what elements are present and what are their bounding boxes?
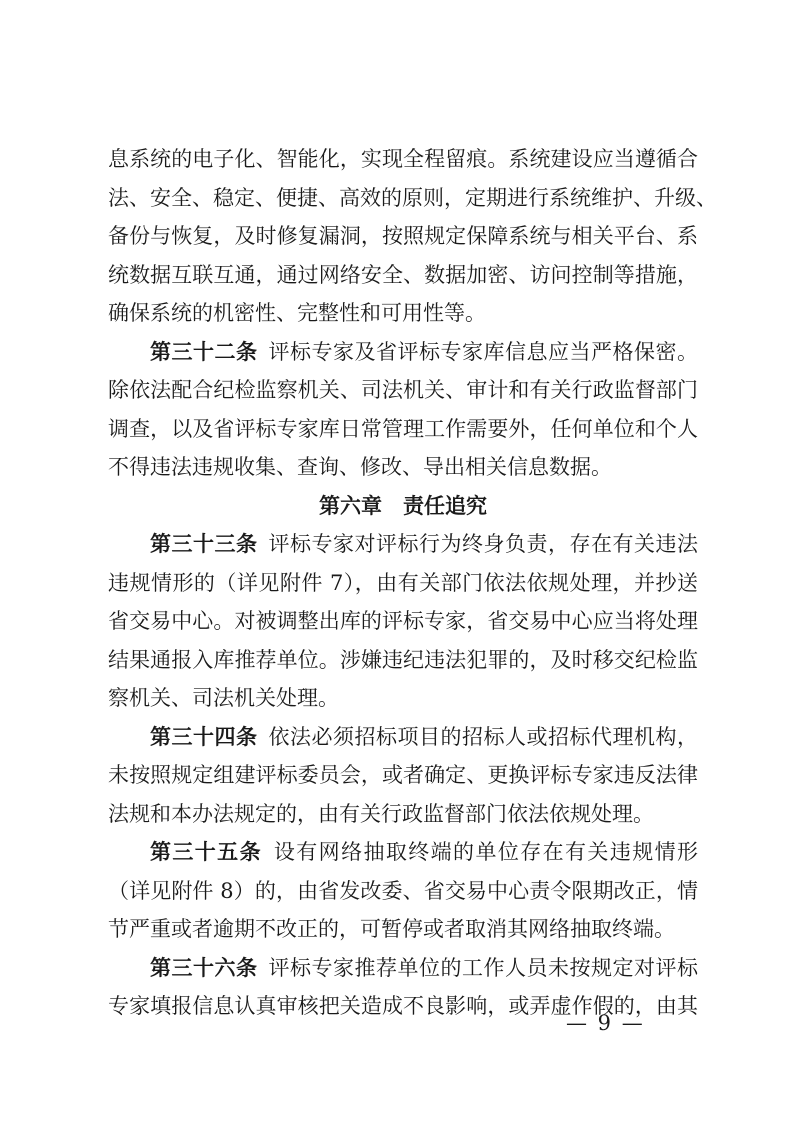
- text-line: 确保系统的机密性、完整性和可用性等。: [108, 301, 486, 325]
- text-line: 统数据互联互通，通过网络安全、数据加密、访问控制等措施，: [108, 262, 698, 287]
- text-line: 不得违法违规收集、查询、修改、导出相关信息数据。: [108, 455, 612, 479]
- text-line: 除依法配合纪检监察机关、司法机关、审计和有关行政监督部门: [108, 378, 698, 402]
- article-number: 第三十四条: [150, 723, 258, 749]
- text-line: （详见附件 8）的，由省发改委、省交易中心责令限期改正，情: [108, 878, 698, 903]
- text-line: 专家填报信息认真审核把关造成不良影响，或弄虚作假的，由其: [108, 994, 698, 1018]
- page-number: — 9 —: [566, 1011, 645, 1035]
- text-line: 息系统的电子化、智能化，实现全程留痕。系统建设应当遵循合: [108, 147, 698, 171]
- text-line: 省交易中心。对被调整出库的评标专家，省交易中心应当将处理: [108, 609, 698, 633]
- text-line: 调查，以及省评标专家库日常管理工作需要外，任何单位和个人: [108, 416, 698, 441]
- article-36-line: 第三十六条 评标专家推荐单位的工作人员未按规定对评标: [150, 954, 698, 980]
- article-32-line: 第三十二条 评标专家及省评标专家库信息应当严格保密。: [150, 338, 698, 364]
- article-number: 第三十二条: [150, 338, 258, 364]
- text-line: 未按照规定组建评标委员会，或者确定、更换评标专家违反法律: [108, 763, 698, 787]
- article-number: 第三十六条: [150, 954, 258, 980]
- text-line: 察机关、司法机关处理。: [108, 686, 339, 710]
- article-33-line: 第三十三条 评标专家对评标行为终身负责，存在有关违法: [150, 531, 698, 556]
- article-number: 第三十三条: [150, 531, 258, 556]
- article-34-line: 第三十四条 依法必须招标项目的招标人或招标代理机构，: [150, 723, 698, 749]
- chapter-heading: 第六章 责任追究: [319, 492, 487, 518]
- article-number: 第三十五条: [150, 839, 262, 864]
- text-line: 备份与恢复，及时修复漏洞，按照规定保障系统与相关平台、系: [108, 224, 698, 248]
- article-35-line: 第三十五条 设有网络抽取终端的单位存在有关违规情形: [150, 839, 699, 864]
- text-line: 法、安全、稳定、便捷、高效的原则，定期进行系统维护、升级、: [108, 185, 717, 210]
- text-line: 法规和本办法规定的，由有关行政监督部门依法依规处理。: [108, 801, 654, 826]
- document-body: [108, 140, 717, 1026]
- text-line: 节严重或者逾期不改正的，可暂停或者取消其网络抽取终端。: [108, 917, 675, 941]
- text-line: 违规情形的（详见附件 7），由有关部门依法依规处理，并抄送: [108, 570, 698, 595]
- text-line: 结果通报入库推荐单位。涉嫌违纪违法犯罪的，及时移交纪检监: [108, 647, 698, 672]
